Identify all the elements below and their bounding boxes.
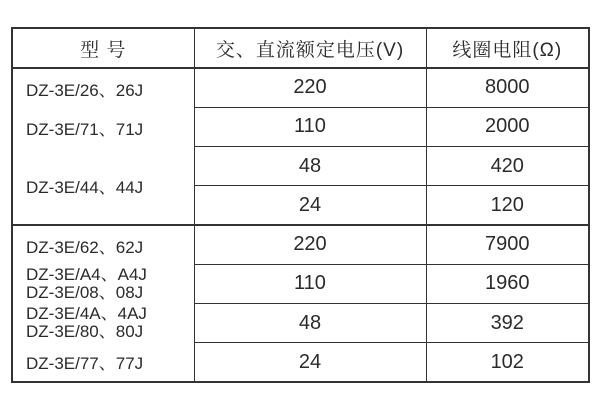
resistance-value: 120: [426, 186, 589, 225]
model-group-1-list: [13, 69, 194, 224]
resistance-value: 1960: [426, 264, 589, 303]
resistance-value: 2000: [426, 107, 589, 146]
voltage-value: 24: [194, 343, 426, 382]
model-name-pair: [26, 304, 194, 343]
model-name: DZ-3E/44、44J: [26, 177, 144, 197]
col-header-resistance: 线圈电阻(Ω): [426, 28, 589, 68]
col-header-model: 型 号: [12, 28, 194, 68]
table-row: [12, 225, 589, 264]
model-name-pair: [26, 265, 194, 304]
model-name: DZ-3E/77、77J: [26, 354, 144, 374]
voltage-value: 48: [194, 304, 426, 343]
voltage-value: 220: [194, 225, 426, 264]
resistance-value: 7900: [426, 225, 589, 264]
voltage-value: 48: [194, 147, 426, 186]
resistance-value: 420: [426, 147, 589, 186]
model-group-2-list: [13, 226, 194, 381]
model-name: DZ-3E/08、08J: [26, 283, 144, 303]
model-name: DZ-3E/71、71J: [26, 119, 144, 139]
resistance-value: 102: [426, 343, 589, 382]
table-header-row: [12, 28, 589, 68]
col-header-voltage: 交、直流额定电压(V): [194, 28, 426, 68]
voltage-value: 110: [194, 107, 426, 146]
model-group-2-cell: [12, 225, 194, 382]
voltage-value: 24: [194, 186, 426, 225]
voltage-value: 110: [194, 264, 426, 303]
relay-spec-table: [11, 27, 590, 383]
model-name: DZ-3E/4A、4AJ: [26, 303, 147, 323]
voltage-value: 220: [194, 68, 426, 107]
model-name: DZ-3E/A4、A4J: [26, 265, 147, 285]
table-row: [12, 68, 589, 107]
model-name: DZ-3E/26、26J: [26, 80, 144, 100]
model-group-1-cell: [12, 68, 194, 225]
model-name: DZ-3E/80、80J: [26, 321, 144, 341]
resistance-value: 8000: [426, 68, 589, 107]
model-name: DZ-3E/62、62J: [26, 237, 144, 257]
resistance-value: 392: [426, 304, 589, 343]
